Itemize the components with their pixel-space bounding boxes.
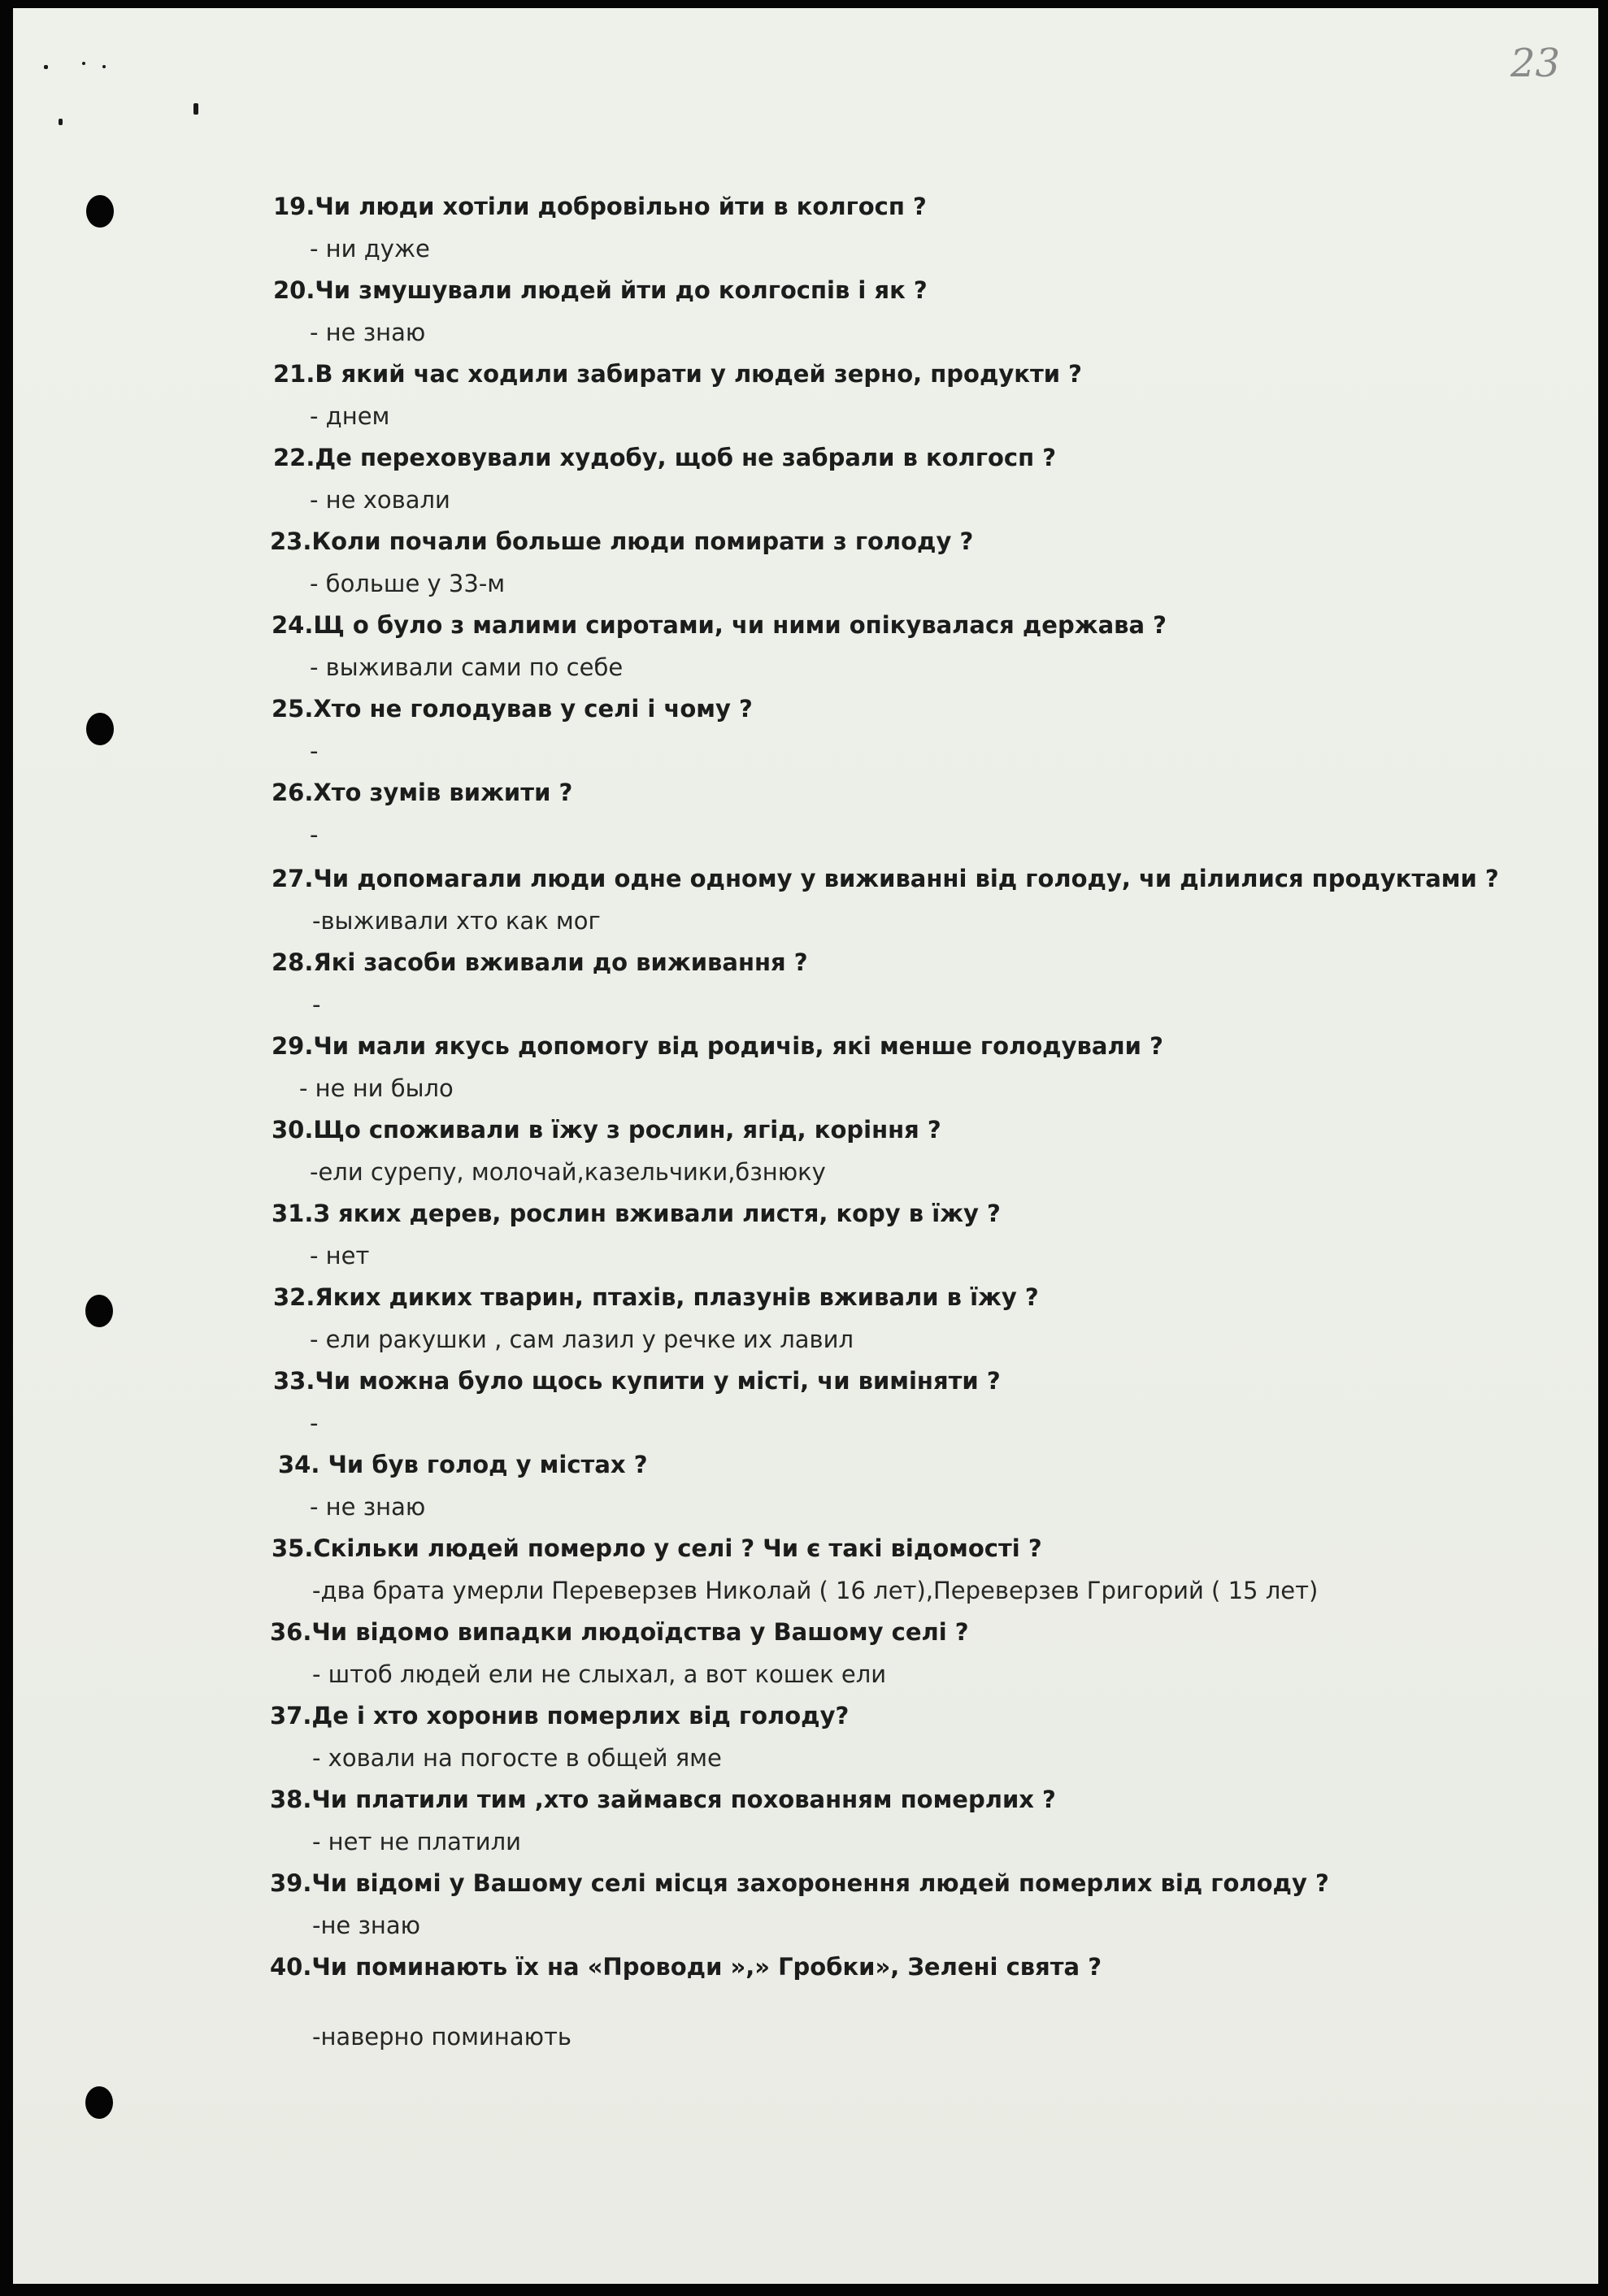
answer-text: - xyxy=(310,821,319,849)
answer-text: - не ховали xyxy=(310,486,450,514)
document-page xyxy=(13,8,1598,2284)
question-text: 19.Чи люди хотіли добровільно йти в колгосп ? xyxy=(273,193,927,220)
answer-text: - ховали на погосте в общей яме xyxy=(312,1744,722,1772)
question-text: 20.Чи змушували людей йти до колгоспів і як ? xyxy=(273,276,928,304)
answer-text: -не знаю xyxy=(312,1912,421,1939)
question-text: 35.Скільки людей померло у селі ? Чи є такі відомості ? xyxy=(272,1534,1042,1562)
answer-text: - выживали сами по себе xyxy=(310,653,624,681)
question-text: 33.Чи можна було щось купити у місті, чи виміняти ? xyxy=(273,1367,1001,1395)
answer-text: -ели сурепу, молочай,казельчики,бзнюку xyxy=(310,1158,826,1186)
binder-hole-icon xyxy=(85,2086,113,2119)
binder-hole-icon xyxy=(85,1295,113,1327)
scan-speck xyxy=(44,65,48,69)
scan-speck xyxy=(102,65,106,68)
question-text: 37.Де і хто хоронив померлих від голоду? xyxy=(270,1702,850,1730)
scan-speck xyxy=(59,119,63,125)
question-text: 36.Чи відомо випадки людоїдства у Вашому селі ? xyxy=(270,1618,969,1646)
question-text: 30.Що споживали в їжу з рослин, ягід, коріння ? xyxy=(272,1116,941,1144)
answer-text: - не знаю xyxy=(310,1493,426,1521)
answer-text: - xyxy=(310,1409,319,1437)
answer-text: -наверно поминають xyxy=(312,2023,572,2051)
question-text: 39.Чи відомі у Вашому селі місця захоронення людей померлих від голоду ? xyxy=(270,1869,1329,1897)
answer-text: - нет не платили xyxy=(312,1828,522,1855)
answer-text: - ели ракушки , сам лазил у речке их лавил xyxy=(310,1326,854,1353)
question-text: 23.Коли почали больше люди помирати з голоду ? xyxy=(270,527,974,555)
question-text: 31.З яких дерев, рослин вживали листя, кору в їжу ? xyxy=(272,1200,1001,1227)
scan-speck xyxy=(193,103,198,115)
page-number: 23 xyxy=(1510,41,1561,86)
question-text: 40.Чи поминають їх на «Проводи »,» Гробки», Зелені свята ? xyxy=(270,1953,1102,1981)
answer-text: - нет xyxy=(310,1242,370,1270)
answer-text: - xyxy=(310,737,319,765)
answer-text: -выживали хто как мог xyxy=(312,907,601,935)
question-text: 21.В який час ходили забирати у людей зерно, продукти ? xyxy=(273,360,1083,388)
question-text: 38.Чи платили тим ,хто займався похованням померлих ? xyxy=(270,1786,1056,1813)
question-text: 34. Чи був голод у містах ? xyxy=(278,1451,648,1478)
answer-text: - не знаю xyxy=(310,319,426,346)
question-text: 32.Яких диких тварин, птахів, плазунів вживали в їжу ? xyxy=(273,1283,1039,1311)
answer-text: - штоб людей ели не слыхал, а вот кошек ели xyxy=(312,1660,887,1688)
binder-hole-icon xyxy=(86,195,114,228)
answer-text: - днем xyxy=(310,402,390,430)
question-text: 27.Чи допомагали люди одне одному у виживанні від голоду, чи ділилися продуктами ? xyxy=(272,865,1499,892)
answer-text: -два брата умерли Переверзев Николай ( 16 лет),Переверзев Григорий ( 15 лет) xyxy=(312,1577,1319,1604)
question-text: 28.Які засоби вживали до виживання ? xyxy=(272,948,808,976)
question-text: 25.Хто не голодував у селі і чому ? xyxy=(272,695,753,723)
question-text: 24.Щ о було з малими сиротами, чи ними опікувалася держава ? xyxy=(272,611,1167,639)
question-text: 22.Де переховували худобу, щоб не забрали в колгосп ? xyxy=(273,444,1057,471)
question-text: 26.Хто зумів вижити ? xyxy=(272,779,573,806)
answer-text: - ни дуже xyxy=(310,235,430,263)
answer-text: - xyxy=(312,991,321,1018)
answer-text: - не ни было xyxy=(299,1074,454,1102)
question-text: 29.Чи мали якусь допомогу від родичів, які менше голодували ? xyxy=(272,1032,1163,1060)
binder-hole-icon xyxy=(86,713,114,745)
scan-speck xyxy=(82,62,85,65)
answer-text: - больше у 33-м xyxy=(310,570,506,597)
